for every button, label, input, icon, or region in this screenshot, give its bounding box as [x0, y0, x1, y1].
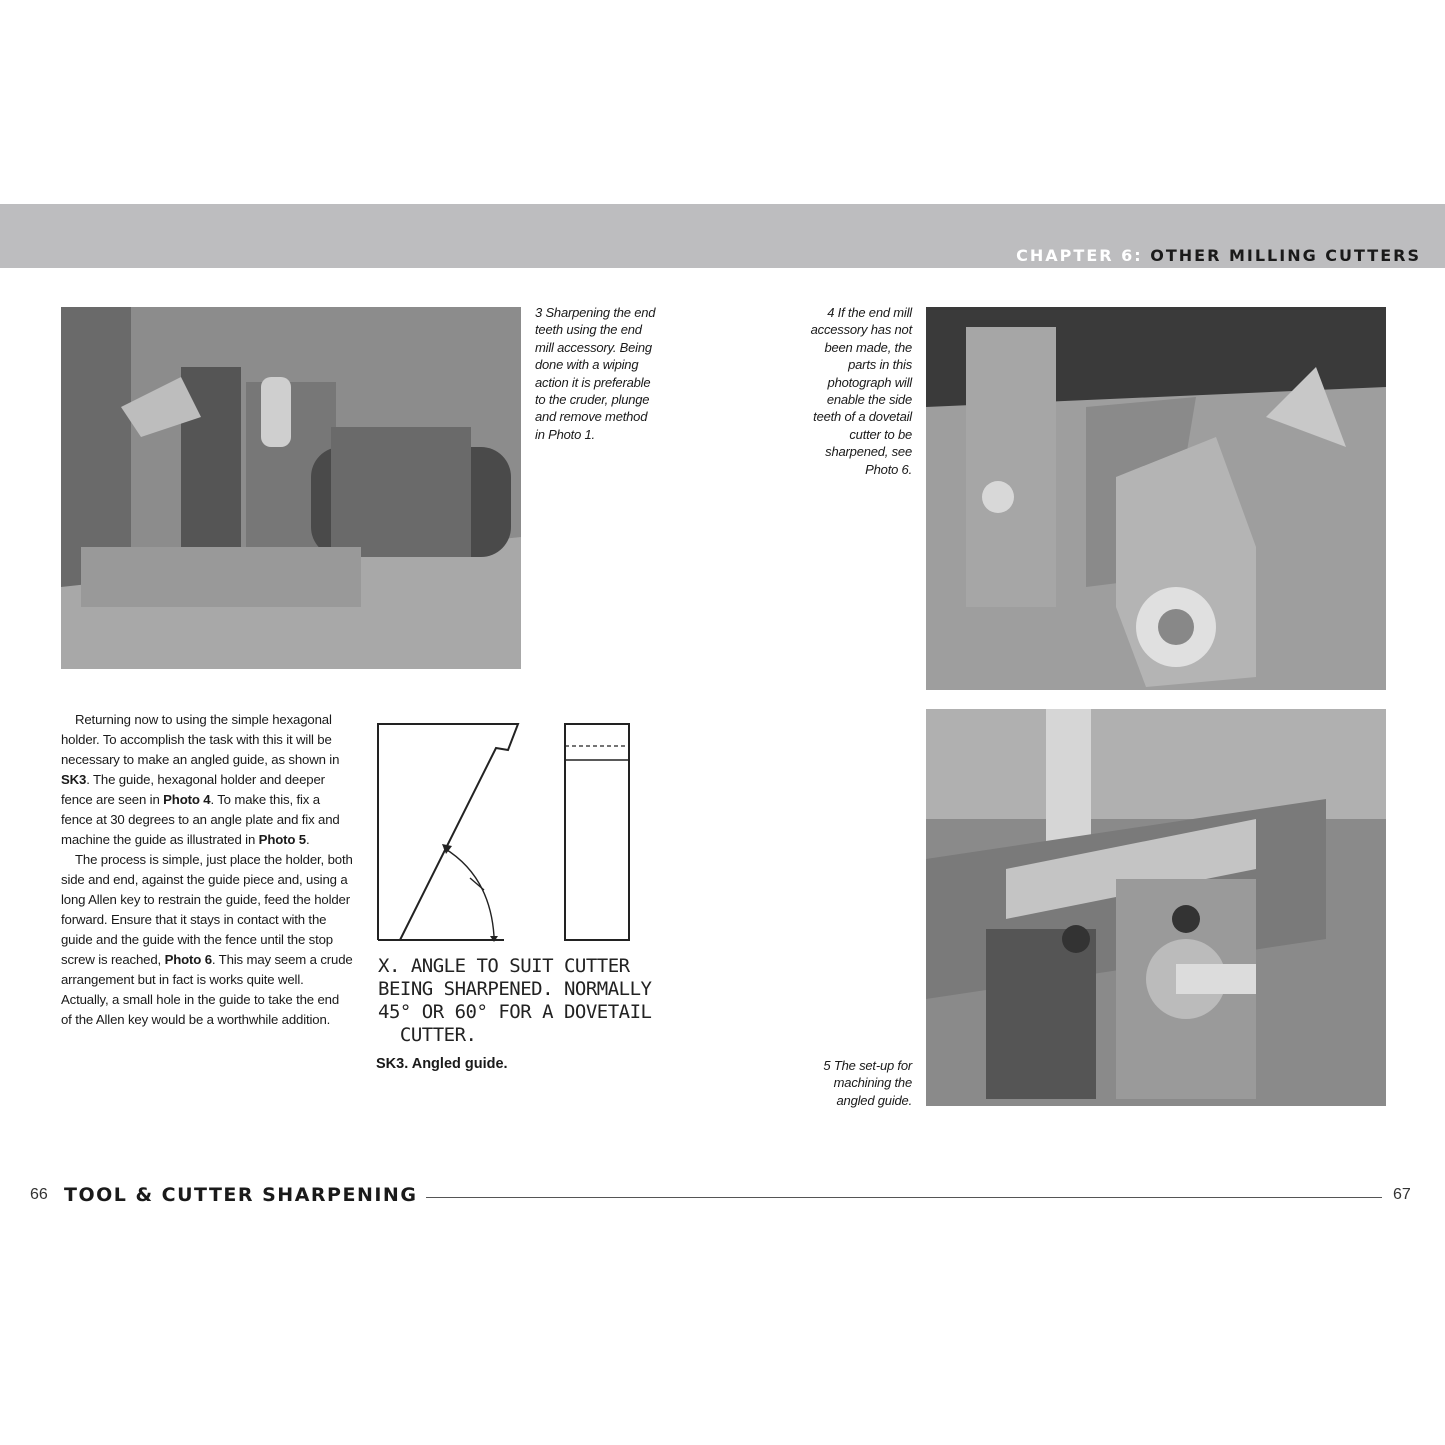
ref-photo-5: Photo 5 [258, 832, 306, 847]
photo-5-machining-setup [926, 709, 1386, 1106]
photo-4-hexagonal-holder [926, 307, 1386, 690]
footer-rule [426, 1197, 1382, 1198]
chapter-title [1016, 246, 1421, 265]
ref-photo-6: Photo 6 [164, 952, 212, 967]
sk3-angled-guide-drawing [372, 718, 642, 958]
book-title: TOOL & CUTTER SHARPENING [64, 1184, 418, 1206]
photo-5-caption: 5 The set-up for machining the angled guide. [823, 1058, 912, 1108]
chapter-number: CHAPTER 6: [1016, 246, 1143, 265]
chapter-name: OTHER MILLING CUTTERS [1150, 246, 1421, 265]
left-page-number: 66 [30, 1186, 48, 1203]
paragraph-2: The process is simple, just place the holder, both side and end, against the guide piece and, using a long Allen key to restrain the guide, feed the holder forward. Ensure that it stays in contact with the guide and the guide with the fence until the stop screw is reached, Photo 6. This may seem a crude arrangement but in fact is works quite well. Actually, a small hole in the guide to take the end of the Allen key would be a worthwhile addition. [61, 852, 353, 1027]
photo-3-end-mill-accessory [61, 307, 521, 669]
sketch-caption: SK3. Angled guide. [376, 1056, 508, 1072]
body-text [61, 710, 353, 1030]
right-page-number: 67 [1393, 1186, 1411, 1203]
sketch-annotation: X. ANGLE TO SUIT CUTTER BEING SHARPENED. NORMALLY 45° OR 60° FOR A DOVETAIL CUTTER. [378, 955, 652, 1046]
paragraph-1: Returning now to using the simple hexagonal holder. To accomplish the task with this it will be necessary to make an angled guide, as shown in SK3. The guide, hexagonal holder and deeper fence are seen in Photo 4. To make this, fix a fence at 30 degrees to an angle plate and fix and machine the guide as illustrated in Photo 5. [61, 712, 340, 847]
photo-4-caption: 4 If the end mill accessory has not been made, the parts in this photograph will enable the side teeth of a dovetail cutter to be sharpened, see Photo 6. [810, 305, 912, 477]
ref-photo-4: Photo 4 [163, 792, 211, 807]
photo-3-caption: 3 Sharpening the end teeth using the end mill accessory. Being done with a wiping action it is preferable to the cruder, plunge and remove method in Photo 1. [535, 305, 656, 442]
ref-sk3: SK3 [61, 772, 87, 787]
